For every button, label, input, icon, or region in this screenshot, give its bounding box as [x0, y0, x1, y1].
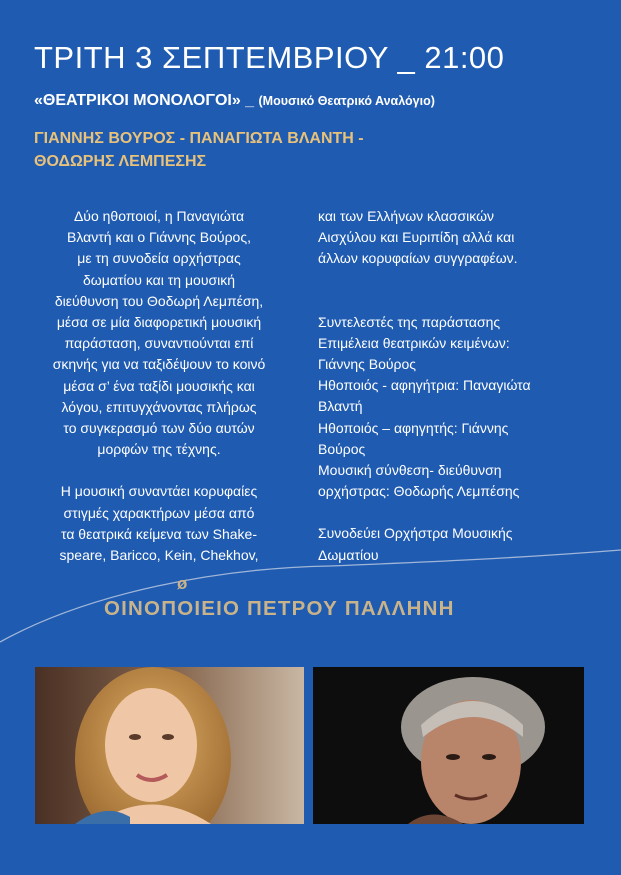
actress-photo — [35, 667, 304, 824]
credits — [318, 312, 590, 503]
text-line: άλλων κορυφαίων συγγραφέων. — [318, 250, 518, 267]
text-line: Βούρος — [318, 440, 366, 457]
text-line: μέσα σε μία διαφορετική μουσική — [56, 314, 262, 331]
paragraph-gap — [20, 460, 298, 481]
text-line: Γιάννης Βούρος — [318, 356, 417, 373]
show-title — [34, 92, 435, 110]
text-line: διεύθυνση του Θοδωρή Λεμπέση, — [54, 292, 264, 309]
text-line: μορφών της τέχνης. — [97, 441, 221, 458]
show-subtitle: (Μουσικό Θεατρικό Αναλόγιο) — [258, 94, 435, 108]
text-line: Επιμέλεια θεατρικών κειμένων: — [318, 334, 510, 351]
performers-line-1: ΓΙΑΝΝΗΣ ΒΟΥΡΟΣ - ΠΑΝΑΓΙΩΤΑ ΒΛΑΝΤΗ - — [34, 130, 364, 147]
decorative-wave-line — [0, 540, 621, 650]
text-line: Βλαντή και ο Γιάννης Βούρος, — [67, 229, 251, 246]
description-right-column — [318, 206, 590, 566]
performers — [34, 127, 364, 173]
wave-path — [0, 550, 621, 642]
description-paragraph-3 — [318, 206, 590, 270]
text-line: Ηθοποιός - αφηγήτρια: Παναγιώτα — [318, 377, 531, 394]
text-line: speare, Baricco, Kein, Chekhov, — [59, 547, 259, 564]
text-line: Η μουσική συναντάει κορυφαίες — [60, 483, 258, 500]
man-portrait-image — [313, 667, 584, 824]
text-line: και των Ελλήνων κλασσικών — [318, 208, 495, 224]
actor-photo — [313, 667, 584, 824]
description-left-column — [20, 206, 298, 566]
event-date-time: ΤΡΙΤΗ 3 ΣΕΠΤΕΜΒΡΙΟΥ _ 21:00 — [34, 40, 505, 75]
text-line: Δύο ηθοποιοί, η Παναγιώτα — [73, 208, 245, 224]
text-line: Αισχύλου και Ευριπίδη αλλά και — [318, 229, 515, 246]
text-line: Ηθοποιός – αφηγητής: Γιάννης — [318, 419, 509, 436]
text-line: σκηνής για να ταξιδέψουν το κοινό — [52, 356, 266, 373]
text-line: Συνοδεύει Ορχήστρα Μουσικής — [318, 525, 513, 542]
text-line: Δωματίου — [318, 546, 379, 563]
description-paragraph-1 — [20, 206, 298, 460]
show-title-text: «ΘΕΑΤΡΙΚΟΙ ΜΟΝΟΛΟΓΟΙ» _ — [34, 92, 259, 109]
text-line: Βλαντή — [318, 398, 363, 415]
venue-name: ΟΙΝΟΠΟΙΕΙΟ ΠΕΤΡΟΥ ΠΑΛΛΗΝΗ — [104, 597, 455, 620]
paragraph-gap — [318, 502, 590, 523]
venue-logo-icon: ø — [177, 574, 188, 593]
text-line: Μουσική σύνθεση- διεύθυνση — [318, 462, 502, 479]
text-line: στιγμές χαρακτήρων μέσα από — [63, 504, 255, 521]
woman-portrait-image — [35, 667, 304, 824]
text-line: λόγου, επιτυγχάνοντας πλήρως — [61, 398, 257, 415]
text-line: με τη συνοδεία ορχήστρας — [77, 250, 241, 267]
performers-line-2: ΘΟΔΩΡΗΣ ΛΕΜΠΕΣΗΣ — [34, 153, 207, 170]
text-line: δωματίου και τη μουσική — [82, 271, 236, 288]
text-line: παράσταση, συναντιούνται επί — [64, 335, 254, 352]
text-line: Συντελεστές της παράστασης — [318, 313, 501, 330]
text-line: μέσα σ’ ένα ταξίδι μουσικής και — [63, 377, 255, 394]
text-line: τα θεατρικά κείμενα των Shake- — [60, 525, 257, 542]
text-line: ορχήστρας: Θοδωρής Λεμπέσης — [318, 483, 520, 500]
text-line: το συγκερασμό των δύο αυτών — [63, 420, 255, 437]
paragraph-gap — [318, 270, 590, 312]
